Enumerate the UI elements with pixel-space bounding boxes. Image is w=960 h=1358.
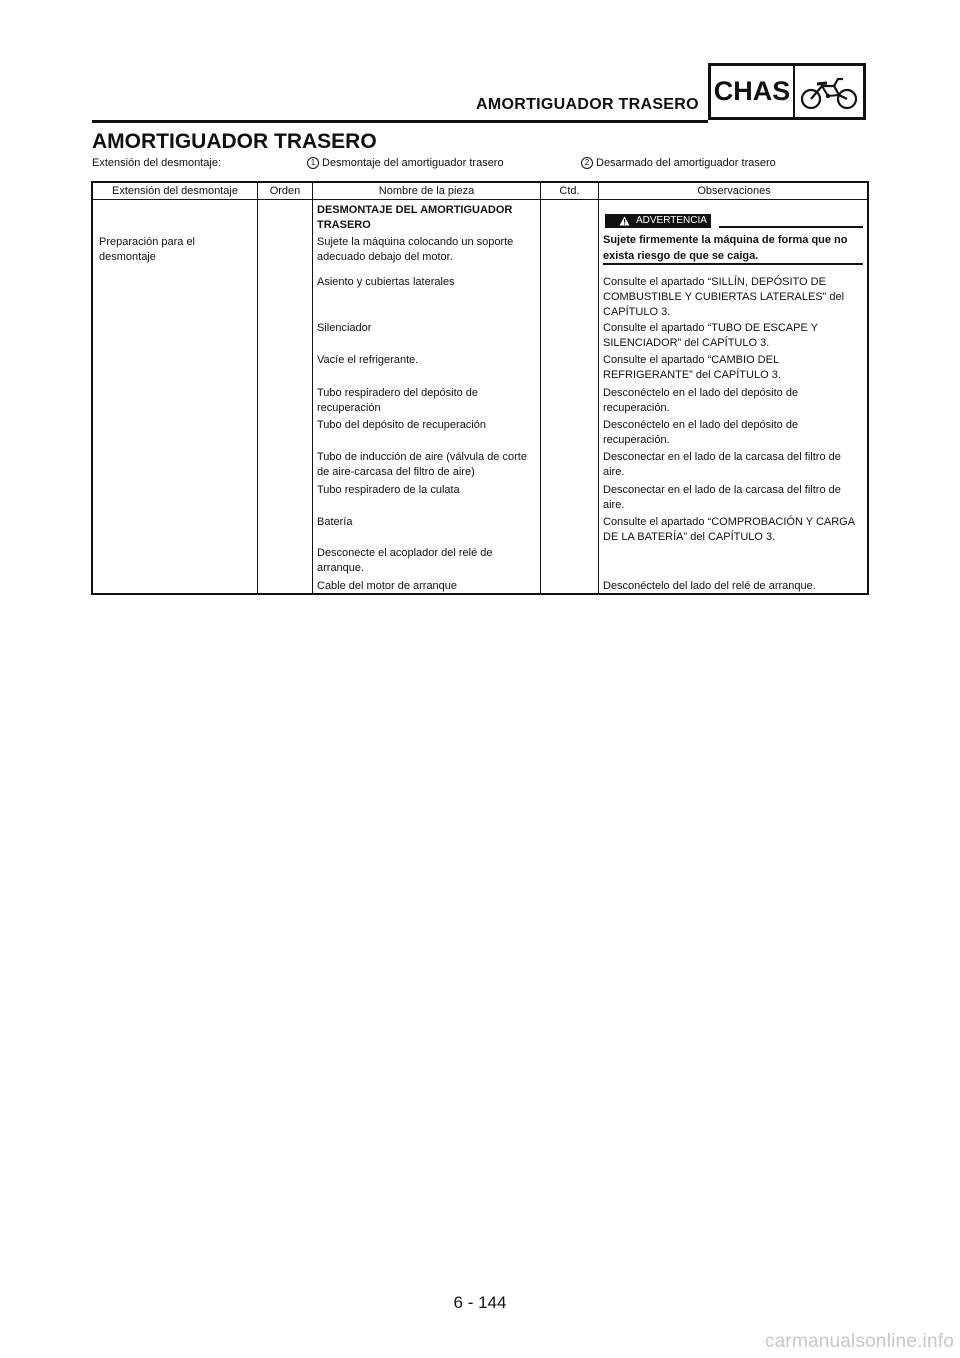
chas-badge-label: CHAS xyxy=(711,66,795,117)
column-divider xyxy=(312,183,313,593)
prep-line: Preparación para el xyxy=(99,236,196,248)
table-header-cell: Nombre de la pieza xyxy=(378,185,475,197)
table-row xyxy=(317,418,486,433)
table-row xyxy=(317,450,527,480)
warning-badge xyxy=(605,214,711,228)
warning-rule-top xyxy=(719,226,863,228)
chas-badge xyxy=(708,63,866,120)
part-name: Tubo respiradero del depósito de xyxy=(317,387,479,399)
page-title: AMORTIGUADOR TRASERO xyxy=(92,130,377,153)
number-1-icon: 1 xyxy=(307,157,319,169)
scope-item-2 xyxy=(581,157,776,169)
observation-line: Desconéctelo en el lado del depósito de xyxy=(603,419,799,431)
observation-line: CAPÍTULO 3. xyxy=(603,306,671,318)
observation-line: REFRIGERANTE” del CAPÍTULO 3. xyxy=(603,369,781,381)
header-divider xyxy=(93,199,867,200)
table-header-cell: Extensión del desmontaje xyxy=(112,185,238,197)
observation-line: recuperación. xyxy=(603,434,670,446)
observation-line: Consulte el apartado “SILLÍN, DEPÓSITO DE xyxy=(603,276,826,288)
warning-text xyxy=(603,232,863,264)
warning-icon xyxy=(619,216,630,226)
observation-line: aire. xyxy=(603,466,625,478)
observation xyxy=(603,386,798,416)
observation-line: Desconéctelo del lado del relé de arranque. xyxy=(603,580,816,592)
observation xyxy=(603,515,855,545)
observation-line: Desconéctelo en el lado del depósito de xyxy=(603,387,799,399)
part-name: DESMONTAJE DEL AMORTIGUADOR xyxy=(317,204,513,216)
watermark: carmanualsonline.info xyxy=(764,1331,954,1352)
part-name: Tubo del depósito de recuperación xyxy=(317,419,486,431)
disassembly-table xyxy=(91,181,869,595)
table-row xyxy=(317,546,493,576)
observation xyxy=(603,275,844,320)
observation-line: COMBUSTIBLE Y CUBIERTAS LATERALES” del xyxy=(603,291,845,303)
part-name: Sujete la máquina colocando un soporte xyxy=(317,236,514,248)
page-number: 6 - 144 xyxy=(453,1293,507,1312)
part-name: de aire-carcasa del filtro de aire) xyxy=(317,466,475,478)
observation-line: Desconectar en el lado de la carcasa del filtro de xyxy=(603,484,841,496)
part-name: Tubo respiradero de la culata xyxy=(317,484,460,496)
observation xyxy=(603,579,816,594)
column-divider xyxy=(598,183,599,593)
scope-label: Extensión del desmontaje: xyxy=(92,157,222,169)
column-divider xyxy=(257,183,258,593)
table-row xyxy=(317,483,460,498)
table-row xyxy=(317,203,512,233)
part-name: TRASERO xyxy=(317,219,371,231)
warning-line: exista riesgo de que se caiga. xyxy=(603,250,759,262)
header-section-title: AMORTIGUADOR TRASERO xyxy=(476,96,699,113)
observation xyxy=(603,321,818,351)
table-row xyxy=(317,386,478,416)
observation-line: recuperación. xyxy=(603,402,670,414)
observation-line: Consulte el apartado “TUBO DE ESCAPE Y xyxy=(603,322,819,334)
part-name: Vacíe el refrigerante. xyxy=(317,354,419,366)
number-2-icon: 2 xyxy=(581,157,593,169)
motorcycle-icon xyxy=(795,66,863,117)
part-name: Tubo de inducción de aire (válvula de corte xyxy=(317,451,527,463)
table-row xyxy=(317,321,371,336)
part-name: Cable del motor de arranque xyxy=(317,580,458,592)
table-row xyxy=(317,235,513,265)
observation-line: Consulte el apartado “CAMBIO DEL xyxy=(603,354,780,366)
part-name: arranque. xyxy=(317,562,365,574)
part-name: Asiento y cubiertas laterales xyxy=(317,276,455,288)
table-header-cell: Orden xyxy=(269,185,301,197)
part-name: adecuado debajo del motor. xyxy=(317,251,453,263)
header-rule xyxy=(92,120,708,123)
observation xyxy=(603,418,798,448)
prep-line: desmontaje xyxy=(99,251,156,263)
observation-line: Consulte el apartado “COMPROBACIÓN Y CARGA xyxy=(603,516,856,528)
warning-rule-bottom xyxy=(603,263,863,265)
part-name: recuperación xyxy=(317,402,381,414)
part-name: Desconecte el acoplador del relé de xyxy=(317,547,493,559)
observation-line: DE LA BATERÍA” del CAPÍTULO 3. xyxy=(603,531,776,543)
prep-text xyxy=(99,235,195,265)
table-row xyxy=(317,353,418,368)
table-header-cell: Ctd. xyxy=(559,185,580,197)
observation xyxy=(603,353,781,383)
part-name: Silenciador xyxy=(317,322,372,334)
table-header-cell: Observaciones xyxy=(697,185,771,197)
table-row xyxy=(317,579,457,594)
scope-item-2-label: Desarmado del amortiguador trasero xyxy=(596,157,776,169)
scope-item-1-label: Desmontaje del amortiguador trasero xyxy=(322,157,504,169)
table-row xyxy=(317,275,455,290)
scope-item-1 xyxy=(307,157,504,169)
observation-line: Desconectar en el lado de la carcasa del filtro de xyxy=(603,451,841,463)
observation-line: aire. xyxy=(603,499,625,511)
warning-line: Sujete firmemente la máquina de forma que no xyxy=(603,234,848,246)
observation xyxy=(603,483,841,513)
observation xyxy=(603,450,841,480)
column-divider xyxy=(540,183,541,593)
table-row xyxy=(317,515,352,530)
part-name: Batería xyxy=(317,516,353,528)
warning-badge-label: ADVERTENCIA xyxy=(636,215,707,226)
observation-line: SILENCIADOR” del CAPÍTULO 3. xyxy=(603,337,770,349)
